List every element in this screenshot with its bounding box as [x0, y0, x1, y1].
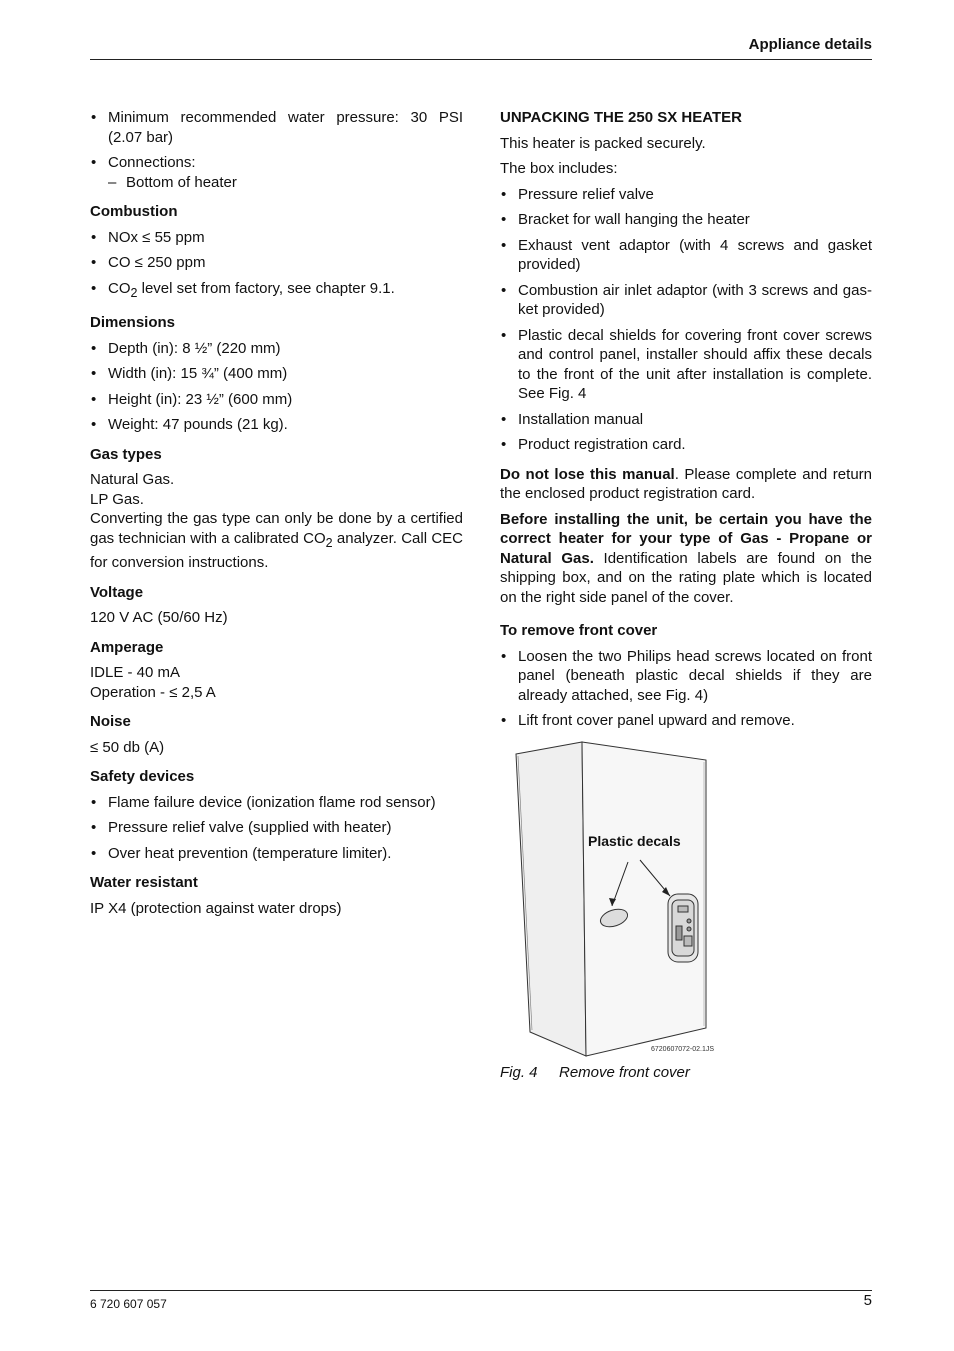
left-column	[90, 108, 463, 928]
amperage-operation: Operation - ≤ 2,5 A	[90, 683, 216, 701]
list-item: • Height (in): 23 ½” (600 mm)	[90, 390, 463, 410]
gas-type-lp: LP Gas.	[90, 490, 144, 508]
intro-list	[90, 108, 463, 192]
list-item: • CO ≤ 250 ppm	[90, 253, 463, 273]
figure-code: 6720607072-02.1JS	[651, 1046, 715, 1053]
section-heading: Noise	[90, 713, 131, 730]
co2-suffix: level set from factory, see chapter 9.1.	[137, 279, 395, 297]
footer-doc-number: 6 720 607 057	[90, 1297, 167, 1311]
water-section	[90, 873, 463, 918]
page-number: 5	[863, 1292, 872, 1309]
list-item: • Plastic decal shields for covering front cover screws and control panel, installer should affix these decals to the front of the unit after installation is complete. See Fig. 4	[500, 326, 872, 404]
list-item: • Minimum recommended water pressure: 30 PSI (2.07 bar)	[90, 108, 463, 147]
list-item: • Width (in): 15 ¾” (400 mm)	[90, 364, 463, 384]
list-item: • Pressure relief valve (supplied with heater)	[90, 818, 463, 838]
list-item: • Bracket for wall hanging the heater	[500, 210, 872, 230]
voltage-value: 120 V AC (50/60 Hz)	[90, 609, 228, 626]
unpacking-heading: UNPACKING THE 250 SX HEATER	[500, 109, 742, 126]
connections-label: Connections:	[108, 154, 196, 171]
figure-caption-text: Remove front cover	[559, 1064, 690, 1081]
list-item	[90, 153, 463, 192]
heater-illustration	[500, 738, 872, 1063]
list-item: • Loosen the two Philips head screws located on front panel (beneath plastic decal shields if they are already attached, see Fig. 4)	[500, 647, 872, 706]
list-item: • NOx ≤ 55 ppm	[90, 228, 463, 248]
section-heading: Gas types	[90, 445, 162, 463]
list-item: • Product registration card.	[500, 435, 872, 455]
section-heading: Water resistant	[90, 874, 198, 891]
header-rule	[90, 59, 872, 60]
before-installing-note: Before installing the unit, be certain you have the correct heater for your type of Gas - Propane or Natural Gas. Identification labels are found on the shipping box, and on the rating plate which is located on the right side panel of the cover.	[500, 510, 873, 606]
list-item	[90, 279, 463, 304]
section-heading: Dimensions	[90, 314, 176, 331]
list-item: • Exhaust vent adaptor (with 4 screws and gasket provided)	[500, 236, 872, 275]
section-heading: Combustion	[90, 203, 178, 220]
heater-side-panel	[516, 742, 586, 1056]
remove-cover-heading: To remove front cover	[500, 622, 658, 639]
connections-sub: – Bottom of heater	[108, 173, 463, 193]
figure-number: Fig. 4	[500, 1064, 538, 1081]
list-item: • Over heat prevention (temperature limiter).	[90, 844, 463, 864]
amperage-idle: IDLE - 40 mA	[90, 664, 181, 681]
safety-section	[90, 767, 463, 863]
combustion-section	[90, 202, 463, 303]
list-item: • Combustion air inlet adaptor (with 3 screws and gasket provided)	[500, 281, 872, 320]
unpacking-line1: This heater is packed securely.	[500, 134, 706, 152]
right-column	[500, 108, 872, 739]
header-title: Appliance details	[748, 36, 872, 53]
figure-label: Plastic decals	[588, 833, 681, 849]
list-item: • Installation manual	[500, 410, 872, 430]
section-heading: Amperage	[90, 638, 164, 656]
list-item: • Weight: 47 pounds (21 kg).	[90, 415, 463, 435]
list-item: • Lift front cover panel upward and remove.	[500, 711, 872, 731]
noise-section	[90, 712, 463, 757]
noise-value: ≤ 50 db (A)	[90, 738, 165, 756]
voltage-section	[90, 583, 463, 628]
figure-caption	[500, 1064, 690, 1081]
footer-rule	[90, 1290, 872, 1291]
dimensions-section	[90, 313, 463, 435]
gas-conversion-text: Converting the gas type can only be done by a certified gas technician with a calibrated $CO_2$ analyzer. Call CEC for conversion instructions.	[90, 510, 463, 571]
gas-type-natural: Natural Gas.	[90, 471, 175, 488]
list-item: • Flame failure device (ionization flame rod sensor)	[90, 793, 463, 813]
remove-cover-list	[500, 647, 872, 731]
water-value: IP X4 (protection against water drops)	[90, 899, 342, 917]
box-contents-list	[500, 185, 872, 455]
co2-sub: 2	[130, 285, 138, 300]
section-heading: Safety devices	[90, 768, 195, 785]
section-heading: Voltage	[90, 583, 144, 601]
gas-types-section	[90, 445, 463, 573]
amperage-section	[90, 638, 463, 703]
list-item: • Depth (in): 8 ½” (220 mm)	[90, 339, 463, 359]
list-item: • Pressure relief valve	[500, 185, 872, 205]
co2-prefix: CO	[108, 279, 131, 297]
unpacking-line2: The box includes:	[500, 160, 618, 177]
manual-note: Do not lose this manual. Please complete and return the enclosed product registration card.	[500, 465, 872, 502]
